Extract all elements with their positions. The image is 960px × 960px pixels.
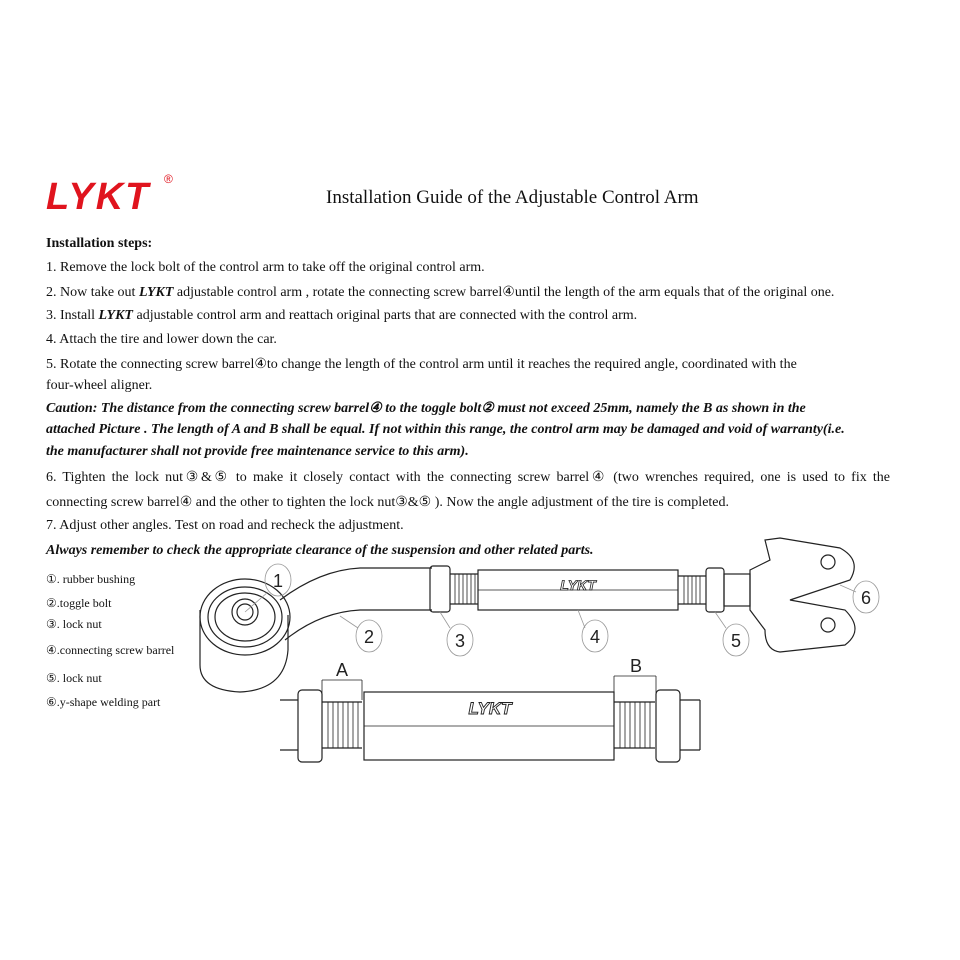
step-4: 4. Attach the tire and lower down the car. bbox=[46, 332, 277, 347]
callout-5: 5 bbox=[730, 631, 742, 651]
legend-item: ⑥.y-shape welding part bbox=[46, 695, 161, 709]
barrel-logo-detail: LYKT bbox=[468, 699, 512, 718]
brand-text: LYKT bbox=[138, 285, 174, 300]
dimension-a-label: A bbox=[335, 660, 349, 680]
legend-item: ②.toggle bolt bbox=[46, 596, 112, 610]
dimension-b-label: B bbox=[629, 656, 643, 676]
y-shape-part-6 bbox=[750, 538, 855, 652]
step-text: adjustable control arm , rotate the connecting screw barrel④until the length of the arm equals that of the original one. bbox=[173, 285, 835, 300]
callout-1: 1 bbox=[272, 571, 284, 591]
legend-item: ①. rubber bushing bbox=[46, 572, 136, 586]
step-text: 3. Install bbox=[46, 308, 99, 323]
callout-3: 3 bbox=[454, 631, 466, 651]
brand-text: LYKT bbox=[98, 308, 133, 323]
lock-nut-5 bbox=[706, 568, 724, 612]
lock-nut-3 bbox=[430, 566, 450, 612]
caution-line-2: attached Picture . The length of A and B shall be equal. If not within this range, the control arm may be damaged and void of warranty(i.e. bbox=[46, 422, 845, 437]
lykt-logo: LYKT bbox=[46, 176, 151, 218]
barrel-logo: LYKT bbox=[560, 577, 596, 593]
step-text: adjustable control arm and reattach original parts that are connected with the control arm. bbox=[132, 308, 638, 323]
step-5: 5. Rotate the connecting screw barrel④to change the length of the control arm until it reaches the required angle, coordinated with the bbox=[46, 357, 797, 372]
callout-2: 2 bbox=[363, 627, 375, 647]
clearance-note: Always remember to check the appropriate clearance of the suspension and other related parts. bbox=[46, 543, 594, 558]
legend-item: ③. lock nut bbox=[46, 617, 102, 631]
step-text: 2. Now take out bbox=[46, 285, 139, 300]
legend-item: ④.connecting screw barrel bbox=[46, 643, 175, 657]
arm-body bbox=[280, 568, 432, 640]
caution-line-1: Caution: The distance from the connecting screw barrel④ to the toggle bolt② must not exceed 25mm, namely the B as shown in the bbox=[46, 401, 806, 416]
step-6-cont: connecting screw barrel④ and the other to tighten the lock nut③&⑤ ). Now the angle adjustment of the tire is completed. bbox=[46, 495, 730, 510]
legend-item: ⑤. lock nut bbox=[46, 671, 102, 685]
steps-heading: Installation steps: bbox=[46, 236, 153, 251]
callout-6: 6 bbox=[860, 588, 872, 608]
step-5-cont: four-wheel aligner. bbox=[46, 378, 153, 393]
page-title: Installation Guide of the Adjustable Control Arm bbox=[326, 187, 699, 208]
step-6: 6. Tighten the lock nut③&⑤ to make it closely contact with the connecting screw barrel④ (two wrenches required, one is used to fix the bbox=[46, 470, 890, 485]
callout-4: 4 bbox=[589, 627, 601, 647]
registered-mark: ® bbox=[164, 172, 173, 186]
detail-view bbox=[280, 656, 700, 762]
caution-line-3: the manufacturer shall not provide free maintenance service to this arm). bbox=[46, 444, 469, 459]
step-1: 1. Remove the lock bolt of the control arm to take off the original control arm. bbox=[46, 260, 485, 275]
step-7: 7. Adjust other angles. Test on road and recheck the adjustment. bbox=[46, 518, 404, 533]
